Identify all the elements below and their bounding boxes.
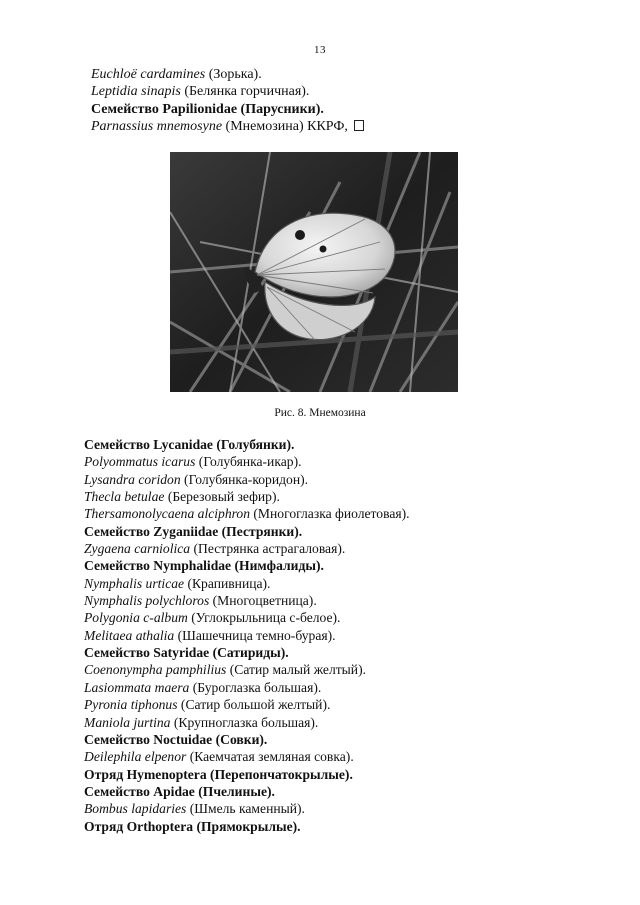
species-line <box>84 627 584 644</box>
species-line <box>84 471 584 488</box>
species-line <box>84 540 584 557</box>
latin-name: Lasiommata maera <box>84 679 190 695</box>
latin-name: Melitaea athalia <box>84 627 175 643</box>
species-line <box>84 714 584 731</box>
latin-name: Thersamonolycaena alciphron <box>84 506 250 522</box>
russian-name: (Буроглазка большая). <box>189 679 322 695</box>
species-line <box>84 609 584 626</box>
mnemosyne-photo <box>170 152 458 392</box>
species-line <box>91 66 571 83</box>
russian-name: (Шмель каменный). <box>186 801 305 817</box>
species-line <box>84 505 584 522</box>
species-line <box>84 488 584 505</box>
russian-name: (Каемчатая земляная совка). <box>186 749 354 765</box>
family-heading: Семейство Lycanidae (Голубянки). <box>84 437 295 452</box>
species-line <box>84 453 584 470</box>
russian-name: (Крапивница). <box>184 575 271 591</box>
latin-name: Zygaena carniolica <box>84 541 191 557</box>
latin-name: Thecla betulae <box>84 489 165 505</box>
russian-name: (Крупноглазка большая). <box>170 714 319 730</box>
russian-name: (Сатир большой желтый). <box>177 697 331 713</box>
latin-name: Deilephila elpenor <box>84 749 187 765</box>
latin-name: Polygonia c-album <box>84 610 188 626</box>
latin-name: Parnassius mnemosyne <box>91 119 223 135</box>
russian-name: (Пестрянка астрагаловая). <box>190 541 346 557</box>
species-line <box>84 661 584 678</box>
russian-name: (Шашечница темно-бурая). <box>174 627 336 643</box>
latin-name: Pyronia tiphonus <box>84 697 178 713</box>
species-line <box>84 696 584 713</box>
family-heading: Семейство Noctuidae (Совки). <box>84 731 268 747</box>
species-line <box>84 575 584 592</box>
family-heading: Отряд Orthoptera (Прямокрылые). <box>84 818 301 834</box>
latin-name: Lysandra coridon <box>84 471 181 487</box>
russian-name: (Многоглазка фиолетовая). <box>250 506 410 522</box>
family-heading: Семейство Apidae (Пчелиные). <box>84 783 275 799</box>
family-heading: Семейство Nymphalidae (Нимфалиды). <box>84 558 324 574</box>
russian-name: (Голубянка-икар). <box>195 454 302 470</box>
russian-name: (Сатир малый желтый). <box>226 662 367 678</box>
russian-name: (Многоцветница). <box>209 593 317 609</box>
species-list <box>84 436 584 835</box>
top-species-list <box>91 66 571 136</box>
russian-name: (Мнемозина) ККРФ, <box>222 119 352 135</box>
russian-name: (Зорька). <box>205 67 262 82</box>
latin-name: Coenonympha pamphilius <box>84 662 227 678</box>
checkbox-symbol <box>354 120 364 131</box>
species-line <box>84 679 584 696</box>
species-line <box>84 748 584 765</box>
species-line <box>91 118 571 135</box>
russian-name: (Белянка горчичная). <box>180 84 310 100</box>
family-heading: Семейство Zyganiidae (Пестрянки). <box>84 523 303 539</box>
latin-name: Maniola jurtina <box>84 714 171 730</box>
latin-name: Nymphalis polychloros <box>84 593 210 609</box>
russian-name: (Углокрыльница с-белое). <box>187 610 341 626</box>
figure-caption: Рис. 8. Мнемозина <box>274 407 366 419</box>
latin-name: Leptidia sinapis <box>91 84 181 100</box>
page-number: 13 <box>314 44 326 56</box>
latin-name: Euchloë cardamines <box>91 67 206 82</box>
latin-name: Nymphalis urticae <box>84 575 185 591</box>
family-heading: Отряд Hymenoptera (Перепончатокрылые). <box>84 766 353 782</box>
species-line <box>84 592 584 609</box>
family-heading: Семейство Papilionidae (Парусники). <box>91 101 324 117</box>
species-line <box>91 83 571 100</box>
family-heading: Семейство Satyridae (Сатириды). <box>84 645 289 661</box>
butterfly-photo-icon <box>170 152 458 392</box>
latin-name: Bombus lapidaries <box>84 801 187 817</box>
russian-name: (Березовый зефир). <box>164 489 280 505</box>
species-line <box>84 800 584 817</box>
latin-name: Polyommatus icarus <box>84 454 196 470</box>
russian-name: (Голубянка-коридон). <box>180 471 309 487</box>
